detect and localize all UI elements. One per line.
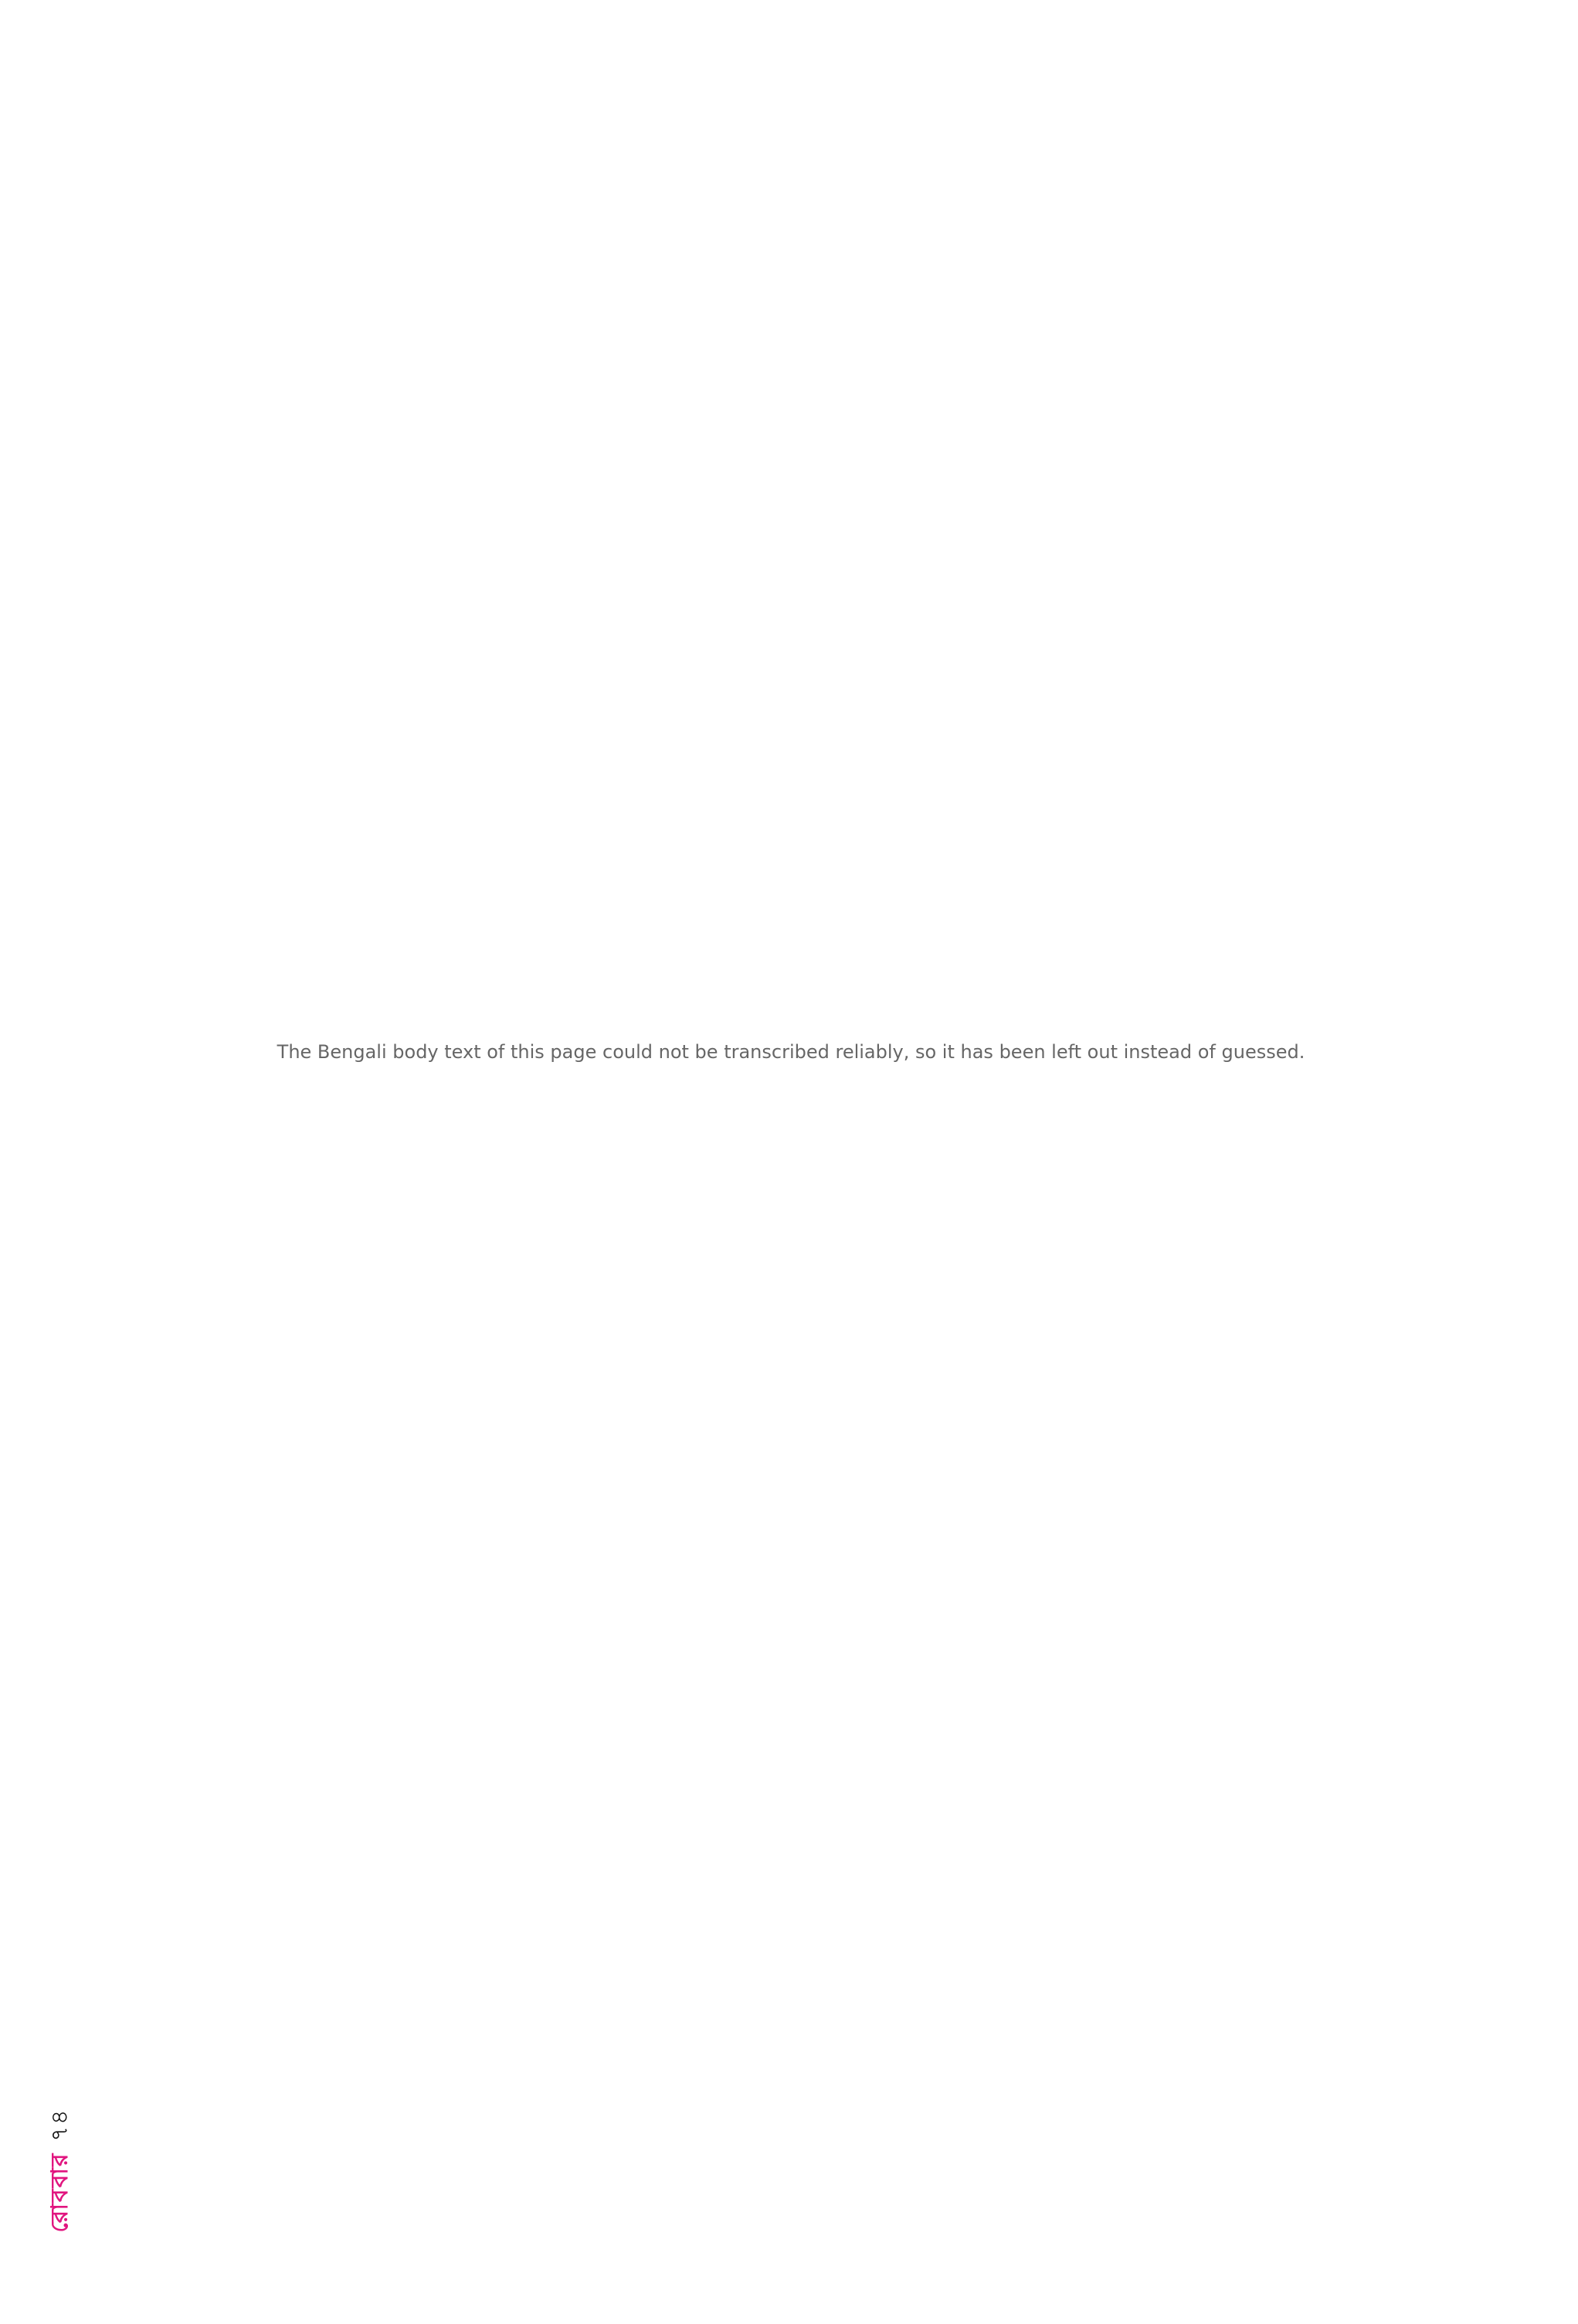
page-number: ৭৪: [46, 2108, 73, 2142]
transcription-notice: The Bengali body text of this page could not be transcribed reliably, so it has been left out instead of guessed.: [277, 1041, 1305, 1063]
magazine-name: রোববার: [46, 2152, 73, 2233]
right-column: [809, 141, 1427, 2210]
left-column: [154, 141, 782, 2210]
running-footer: [45, 2089, 76, 2251]
